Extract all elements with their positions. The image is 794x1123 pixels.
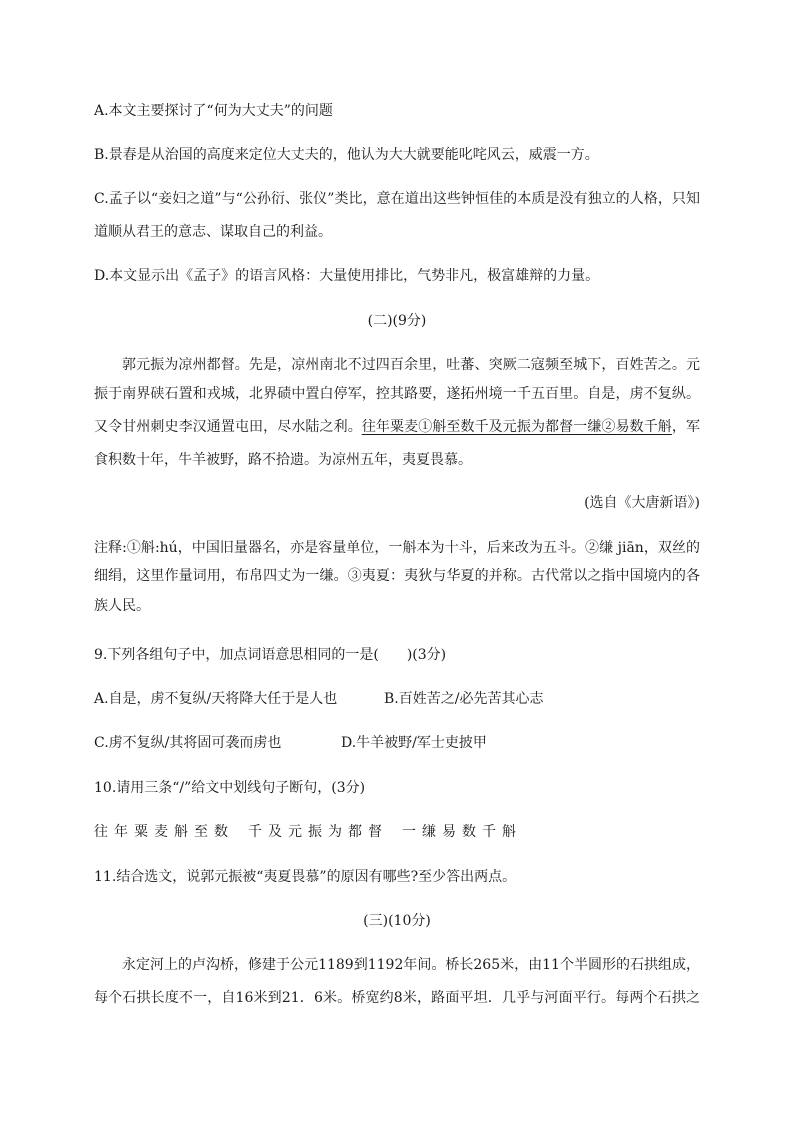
q8-option-c-line1: C.孟子以“妾妇之道”与“公孙衍、张仪”类比，意在道出这些钟恒佳的本质是没有独立的人格，只知 bbox=[94, 191, 700, 207]
q10-sentence bbox=[94, 822, 522, 842]
passage2-line3 bbox=[94, 417, 700, 437]
q10-segment-2: 千及元振为都督 bbox=[248, 824, 388, 840]
passage3-line1: 永定河上的卢沟桥，修建于公元1189到1192年间。桥长265米，由11个半圆形的石拱组成， bbox=[122, 957, 700, 973]
q8-option-b: B.景春是从治国的高度来定位大丈夫的，他认为大大就要能叱咤风云，威震一方。 bbox=[94, 147, 599, 163]
q10-segment-3: 一缣易数千斛 bbox=[402, 824, 522, 840]
q11-stem: 11.结合选文，说郭元振被“夷夏畏慕”的原因有哪些?至少答出两点。 bbox=[94, 869, 517, 885]
note-line2: 细绢，这里作量词用，布帛四丈为一缣。③夷夏：夷狄与华夏的并称。古代常以之指中国境内的各 bbox=[94, 568, 700, 584]
q10-stem: 10.请用三条“/”给文中划线句子断句，(3分) bbox=[94, 780, 366, 796]
passage2-line2: 振于南界硖石置和戎城，北界碛中置白停军，控其路要，遂拓州境一千五百里。自是，虏不复纵。 bbox=[94, 386, 700, 402]
underlined-sentence: 往年粟麦①斛至数千及元振为都督一缣②易数千斛 bbox=[361, 419, 672, 435]
passage2-line3-tail: ，军 bbox=[671, 419, 701, 435]
q9-option-b: B.百姓苦之/必先苦其心志 bbox=[384, 691, 544, 707]
passage2-line3-text: 又令甘州刺史李汉通置屯田，尽水陆之利。 bbox=[94, 419, 362, 435]
q9-stem: 9.下列各组句子中，加点词语意思相同的一是( )(3分) bbox=[94, 647, 447, 663]
q8-option-c-line2: 道顺从君王的意志、谋取自己的利益。 bbox=[94, 224, 332, 240]
section2-heading: (二)(9分) bbox=[367, 313, 427, 329]
source-citation: (选自《大唐新语》) bbox=[584, 495, 700, 511]
passage3-line2: 每个石拱长度不一，自16米到21．6米。桥宽约8米，路面平坦．几乎与河面平行。每两个石拱之 bbox=[94, 990, 700, 1006]
q9-option-a: A.自是，虏不复纵/天将降大任于是人也 bbox=[94, 691, 338, 707]
q10-segment-1: 往年粟麦斛至数 bbox=[94, 824, 234, 840]
q8-option-d: D.本文显示出《孟子》的语言风格：大量使用排比，气势非凡，极富雄辩的力量。 bbox=[94, 268, 600, 284]
note-line1: 注释:①斛:hú，中国旧量器名，亦是容量单位，一斛本为十斗，后来改为五斗。②缣 jiān，双丝的 bbox=[94, 540, 700, 556]
q8-option-a: A.本文主要探讨了“何为大丈夫”的问题 bbox=[94, 103, 333, 119]
q9-option-d: D.牛羊被野/军士吏披甲 bbox=[341, 735, 487, 751]
q9-option-c: C.虏不复纵/其将固可袭而虏也 bbox=[94, 735, 282, 751]
passage2-line1: 郭元振为凉州都督。先是，凉州南北不过四百余里，吐蕃、突厥二寇频至城下，百姓苦之。元 bbox=[122, 357, 700, 373]
note-line3: 族人民。 bbox=[94, 598, 150, 614]
passage2-line4: 食积数十年，牛羊被野，路不拾遗。为凉州五年，夷夏畏慕。 bbox=[94, 452, 472, 468]
section3-heading: (三)(10分) bbox=[363, 913, 431, 929]
